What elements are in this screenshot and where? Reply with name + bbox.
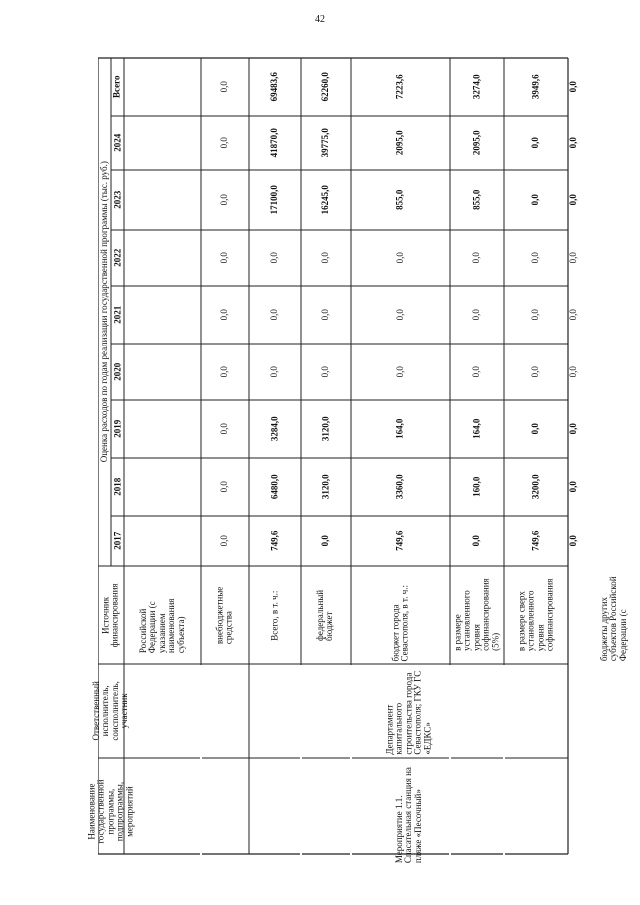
value-cell (124, 116, 201, 170)
source-cell-text: в размере сверх установленного уровня софинансирования (516, 578, 555, 652)
value-cell-text: 0,0 (219, 481, 230, 493)
value-cell-text: 0,0 (567, 194, 578, 206)
year-header-2019-text: 2019 (111, 420, 122, 438)
value-cell-text: 3284,0 (269, 416, 280, 442)
year-header-2024-text: 2024 (111, 134, 122, 152)
value-cell (124, 170, 201, 230)
value-cell (301, 516, 351, 566)
value-cell-text: 0,0 (530, 366, 541, 378)
value-cell (568, 400, 579, 458)
value-cell-text: 0,0 (219, 366, 230, 378)
value-cell-text: 39775,0 (320, 128, 331, 158)
source-header-text: Источник финансирования (100, 583, 121, 647)
value-cell-text: 0,0 (219, 309, 230, 321)
value-cell-text: 0,0 (320, 366, 331, 378)
year-header-Всего-text: Всего (111, 75, 122, 99)
value-cell-text: 160,0 (471, 476, 482, 498)
value-cell (568, 458, 579, 516)
value-cell (124, 516, 201, 566)
value-cell-text: 0,0 (219, 423, 230, 435)
value-cell (124, 58, 201, 116)
value-cell-text: 0,0 (567, 309, 578, 321)
source-cell (301, 566, 351, 664)
name-header-text: Наименование государственной программы, подпрограммы, мероприятий (86, 779, 135, 845)
value-cell-text: 0,0 (567, 535, 578, 547)
value-cell (450, 516, 504, 566)
year-header-2022 (111, 230, 124, 286)
value-cell (201, 458, 249, 516)
source-cell (450, 566, 504, 664)
value-cell (301, 58, 351, 116)
value-cell (201, 286, 249, 344)
value-cell (201, 400, 249, 458)
value-cell-text: 855,0 (471, 189, 482, 211)
value-cell (568, 170, 579, 230)
value-cell-text: 749,6 (530, 530, 541, 552)
value-cell-text: 3200,0 (530, 474, 541, 500)
year-header-2017-text: 2017 (111, 532, 122, 550)
value-cell-text: 0,0 (219, 252, 230, 264)
value-cell (301, 170, 351, 230)
year-header-2023 (111, 170, 124, 230)
source-cell-text: Всего, в т. ч.: (269, 590, 280, 641)
value-cell-text: 0,0 (219, 535, 230, 547)
value-cell (504, 400, 568, 458)
value-cell-text: 749,6 (394, 530, 405, 552)
value-cell-text: 69483,6 (269, 72, 280, 102)
year-header-2019 (111, 400, 124, 458)
value-cell (124, 458, 201, 516)
value-cell-text: 3274,0 (471, 74, 482, 100)
year-header-2018-text: 2018 (111, 478, 122, 496)
value-cell (301, 458, 351, 516)
value-cell-text: 0,0 (269, 366, 280, 378)
value-cell (568, 58, 579, 116)
page-number: 42 (315, 14, 325, 25)
value-cell (504, 116, 568, 170)
value-cell (450, 458, 504, 516)
source-cell-text: в размере установленного уровня софинансирования (5%) (452, 578, 501, 652)
source-cell (504, 566, 568, 664)
value-cell (504, 286, 568, 344)
value-cell (301, 230, 351, 286)
value-cell (351, 516, 450, 566)
value-cell-text: 0,0 (471, 309, 482, 321)
source-cell-text: бюджет города Севастополя, в т. ч.: (390, 584, 410, 661)
value-cell (568, 516, 579, 566)
value-cell (249, 230, 301, 286)
value-cell-text: 0,0 (471, 366, 482, 378)
value-cell (249, 286, 301, 344)
value-cell-text: 164,0 (471, 418, 482, 440)
value-cell (201, 344, 249, 400)
year-header-2022-text: 2022 (111, 249, 122, 267)
value-cell-text: 0,0 (269, 309, 280, 321)
value-cell-text: 0,0 (471, 252, 482, 264)
value-cell (201, 58, 249, 116)
value-cell (504, 344, 568, 400)
value-cell-text: 17100,0 (269, 185, 280, 215)
value-cell (568, 116, 579, 170)
year-header-2017 (111, 516, 124, 566)
value-cell-text: 855,0 (394, 189, 405, 211)
value-cell-text: 0,0 (567, 423, 578, 435)
value-cell (504, 458, 568, 516)
financing-table (86, 46, 628, 866)
source-cell (124, 566, 201, 664)
source-cell-text: бюджеты других субъектов Российской Федерации (с (598, 576, 628, 661)
value-cell-text: 3120,0 (320, 416, 331, 442)
value-cell (450, 344, 504, 400)
value-cell-text: 7223,6 (394, 74, 405, 100)
value-cell (504, 516, 568, 566)
year-header-2020-text: 2020 (111, 363, 122, 381)
value-cell-text: 16245,0 (320, 185, 331, 215)
source-cell-text: федеральный бюджет (315, 589, 336, 641)
value-cell (301, 116, 351, 170)
value-cell-text: 0,0 (219, 194, 230, 206)
value-cell (249, 170, 301, 230)
value-cell-text: 3949,6 (530, 74, 541, 100)
year-header-Всего (111, 58, 124, 116)
value-cell-text: 0,0 (394, 309, 405, 321)
value-cell (351, 344, 450, 400)
value-cell-text: 749,6 (269, 530, 280, 552)
value-cell-text: 0,0 (320, 252, 331, 264)
value-cell (124, 400, 201, 458)
value-cell-text: 164,0 (394, 418, 405, 440)
merge-mask (200, 665, 202, 865)
source-cell (568, 566, 640, 664)
value-cell-text: 0,0 (394, 366, 405, 378)
year-header-2021-text: 2021 (111, 306, 122, 324)
value-cell-text: 2095,0 (394, 130, 405, 156)
source-cell-text: Российской Федерации (с указанием наименования субъекта) (137, 598, 186, 654)
value-cell-text: 0,0 (567, 137, 578, 149)
value-cell-text: 0,0 (567, 252, 578, 264)
value-cell-text: 0,0 (219, 81, 230, 93)
value-cell-text: 0,0 (530, 252, 541, 264)
value-cell (450, 58, 504, 116)
value-cell (249, 116, 301, 170)
name-header (86, 758, 135, 866)
value-cell (450, 400, 504, 458)
value-cell-text: 41870,0 (269, 128, 280, 158)
value-cell-text: 0,0 (530, 423, 541, 435)
source-cell (201, 566, 249, 664)
responsible-header-text: Ответственный исполнитель, соисполнитель, участник (91, 681, 130, 741)
value-cell (124, 344, 201, 400)
value-cell (504, 230, 568, 286)
value-cell-text: 0,0 (530, 309, 541, 321)
value-cell-text: 0,0 (219, 137, 230, 149)
value-cell (568, 230, 579, 286)
value-cell-text: 3120,0 (320, 474, 331, 500)
value-cell (301, 400, 351, 458)
value-cell (249, 344, 301, 400)
year-header-2021 (111, 286, 124, 344)
value-cell (450, 286, 504, 344)
value-cell (351, 286, 450, 344)
value-cell-text: 62260,0 (320, 72, 331, 102)
value-cell (450, 170, 504, 230)
value-cell (351, 58, 450, 116)
year-header-2024 (111, 116, 124, 170)
source-cell (249, 566, 301, 664)
estimate-header (98, 58, 111, 566)
responsible-cell-text: Департамент капитального строительства города Севастополя; ГКУ ГС «ЕДКС» (383, 671, 432, 755)
value-cell (568, 286, 579, 344)
value-cell-text: 0,0 (567, 81, 578, 93)
value-cell (249, 516, 301, 566)
responsible-header (91, 664, 130, 758)
value-cell-text: 0,0 (269, 252, 280, 264)
value-cell-text: 3360,0 (394, 474, 405, 500)
value-cell (249, 458, 301, 516)
year-header-2023-text: 2023 (111, 191, 122, 209)
value-cell-text: 0,0 (320, 309, 331, 321)
value-cell (568, 344, 579, 400)
value-cell (351, 458, 450, 516)
value-cell-text: 0,0 (530, 194, 541, 206)
value-cell-text: 0,0 (530, 137, 541, 149)
value-cell-text: 2095,0 (471, 130, 482, 156)
value-cell (301, 286, 351, 344)
year-header-2020 (111, 344, 124, 400)
value-cell (504, 170, 568, 230)
value-cell (450, 116, 504, 170)
value-cell-text: 0,0 (394, 252, 405, 264)
name-cell (249, 758, 568, 866)
value-cell (201, 170, 249, 230)
value-cell (351, 400, 450, 458)
year-header-2018 (111, 458, 124, 516)
value-cell (351, 116, 450, 170)
source-cell-text: внебюджетные средства (214, 586, 234, 644)
value-cell (351, 230, 450, 286)
value-cell (249, 58, 301, 116)
value-cell-text: 6480,0 (269, 474, 280, 500)
value-cell (124, 286, 201, 344)
value-cell (249, 400, 301, 458)
value-cell (201, 116, 249, 170)
value-cell (504, 58, 568, 116)
value-cell (201, 516, 249, 566)
value-cell (450, 230, 504, 286)
value-cell (124, 230, 201, 286)
value-cell-text: 0,0 (567, 481, 578, 493)
value-cell-text: 0,0 (320, 535, 331, 547)
estimate-header-text: Оценка расходов по годам реализации государственной программы (тыс. руб.) (98, 161, 109, 463)
value-cell-text: 0,0 (471, 535, 482, 547)
value-cell (351, 170, 450, 230)
name-cell-text: Мероприятие 1.1. Спасательная станция на пляже «Песочный» (393, 766, 423, 863)
responsible-cell (249, 664, 568, 758)
value-cell-text: 0,0 (567, 366, 578, 378)
value-cell (201, 230, 249, 286)
value-cell (301, 344, 351, 400)
source-header (98, 566, 124, 664)
source-cell (351, 566, 450, 664)
